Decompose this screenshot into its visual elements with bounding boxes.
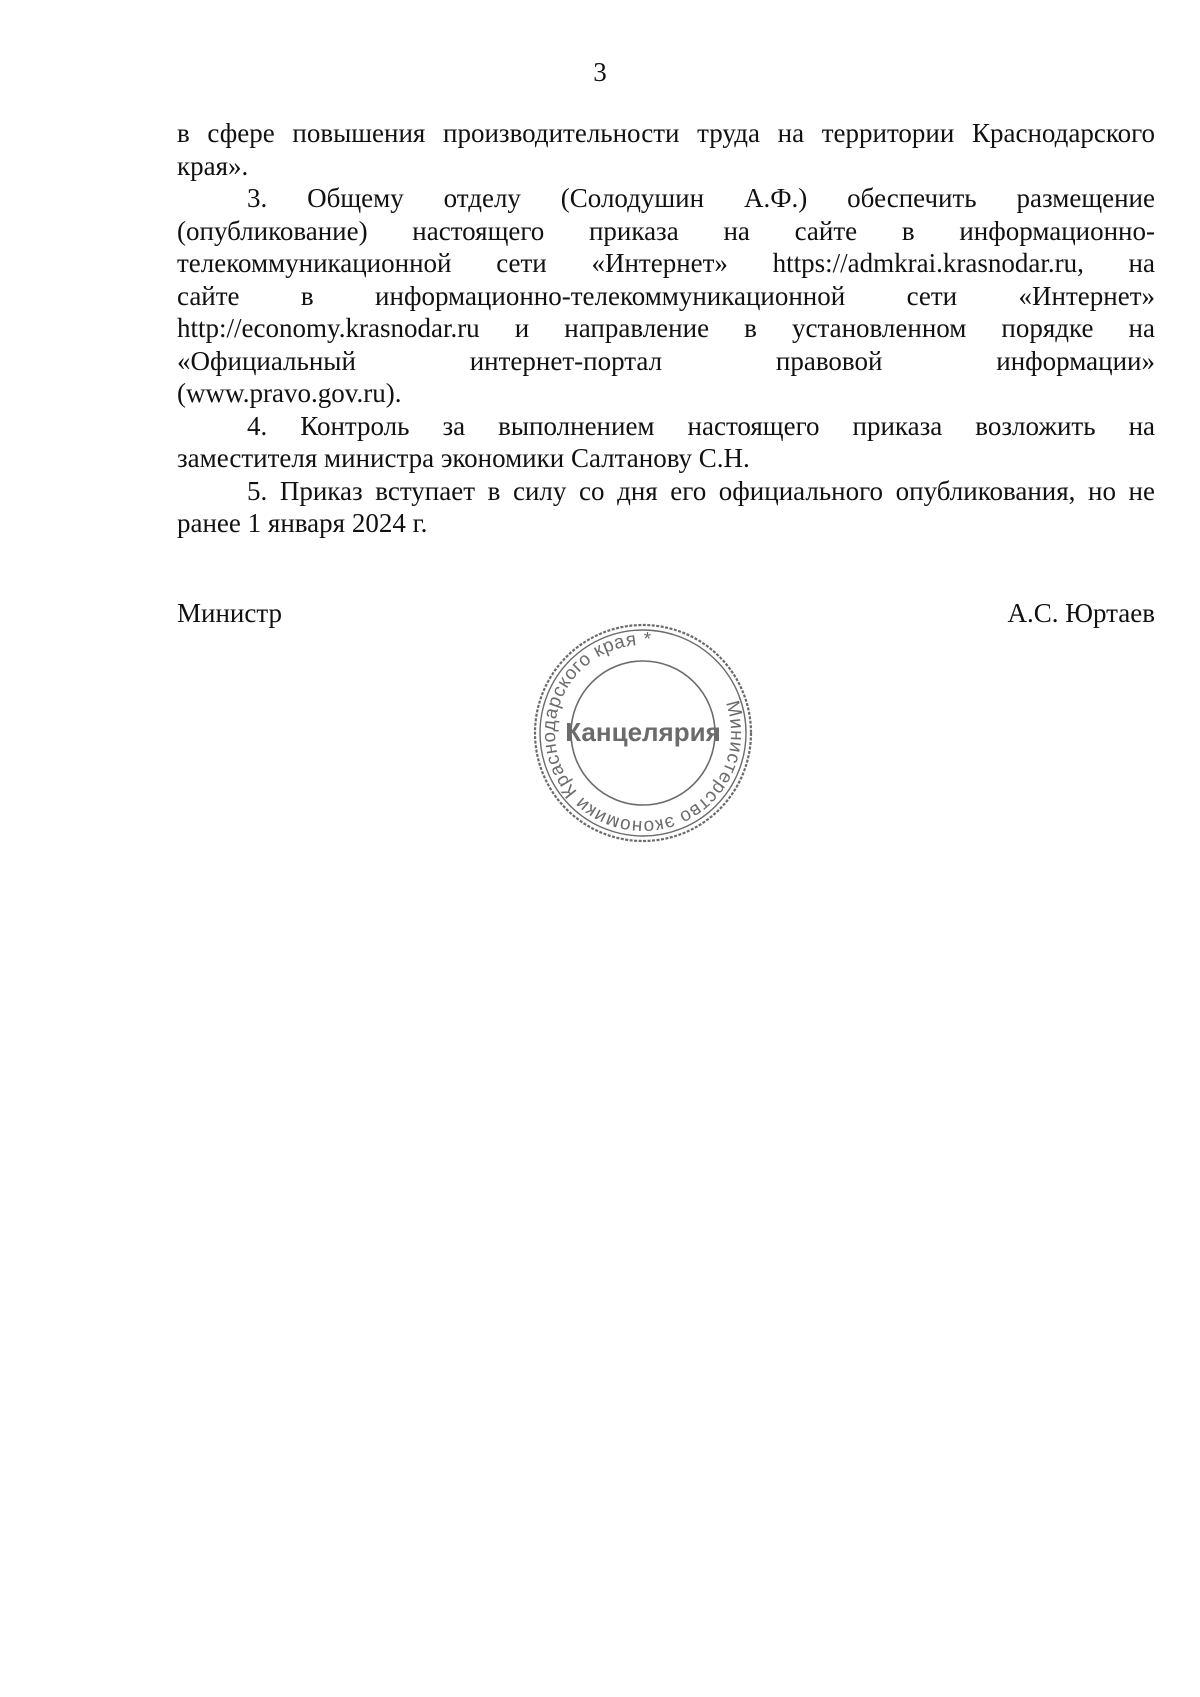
text-line: края». — [177, 150, 249, 181]
text-line: http://economy.krasnodar.ru и направление в установленном порядке на — [177, 313, 1155, 343]
text-line: (опубликование) настоящего приказа на сайте в информационно- — [177, 215, 1155, 246]
paragraph-item-5 — [177, 475, 1155, 540]
signatory-position: Министр — [177, 598, 282, 628]
text-line: сайте в информационно-телекоммуникационной сети «Интернет» — [177, 280, 1155, 311]
stamp-center-text: Канцелярия — [565, 717, 721, 747]
paragraph-item-3 — [177, 182, 1155, 410]
stamp-ring-textpath: Министерство экономики Краснодарского края * — [538, 628, 748, 838]
document-body — [177, 117, 1155, 540]
text-line: ранее 1 января 2024 г. — [177, 508, 428, 538]
text-line: в сфере повышения производительности труда на территории Краснодарского — [177, 118, 1155, 148]
page-number: 3 — [593, 57, 607, 87]
stamp-seal-icon — [528, 618, 758, 848]
official-stamp — [528, 618, 758, 848]
text-line: «Официальный интернет-портал правовой информации» — [177, 345, 1155, 376]
paragraph-continuation — [177, 117, 1155, 182]
text-line: телекоммуникационной сети «Интернет» https://admkrai.krasnodar.ru, на — [177, 248, 1155, 278]
text-line: 4. Контроль за выполнением настоящего приказа возложить на — [247, 410, 1155, 441]
text-line: (www.pravo.gov.ru). — [177, 378, 402, 408]
signatory-name: А.С. Юртаев — [1007, 598, 1155, 628]
text-line: заместителя министра экономики Салтанову С.Н. — [177, 443, 750, 473]
text-line: 3. Общему отделу (Солодушин А.Ф.) обеспечить размещение — [247, 183, 1155, 213]
text-line: 5. Приказ вступает в силу со дня его официального опубликования, но не — [247, 475, 1155, 506]
paragraph-item-4 — [177, 410, 1155, 475]
